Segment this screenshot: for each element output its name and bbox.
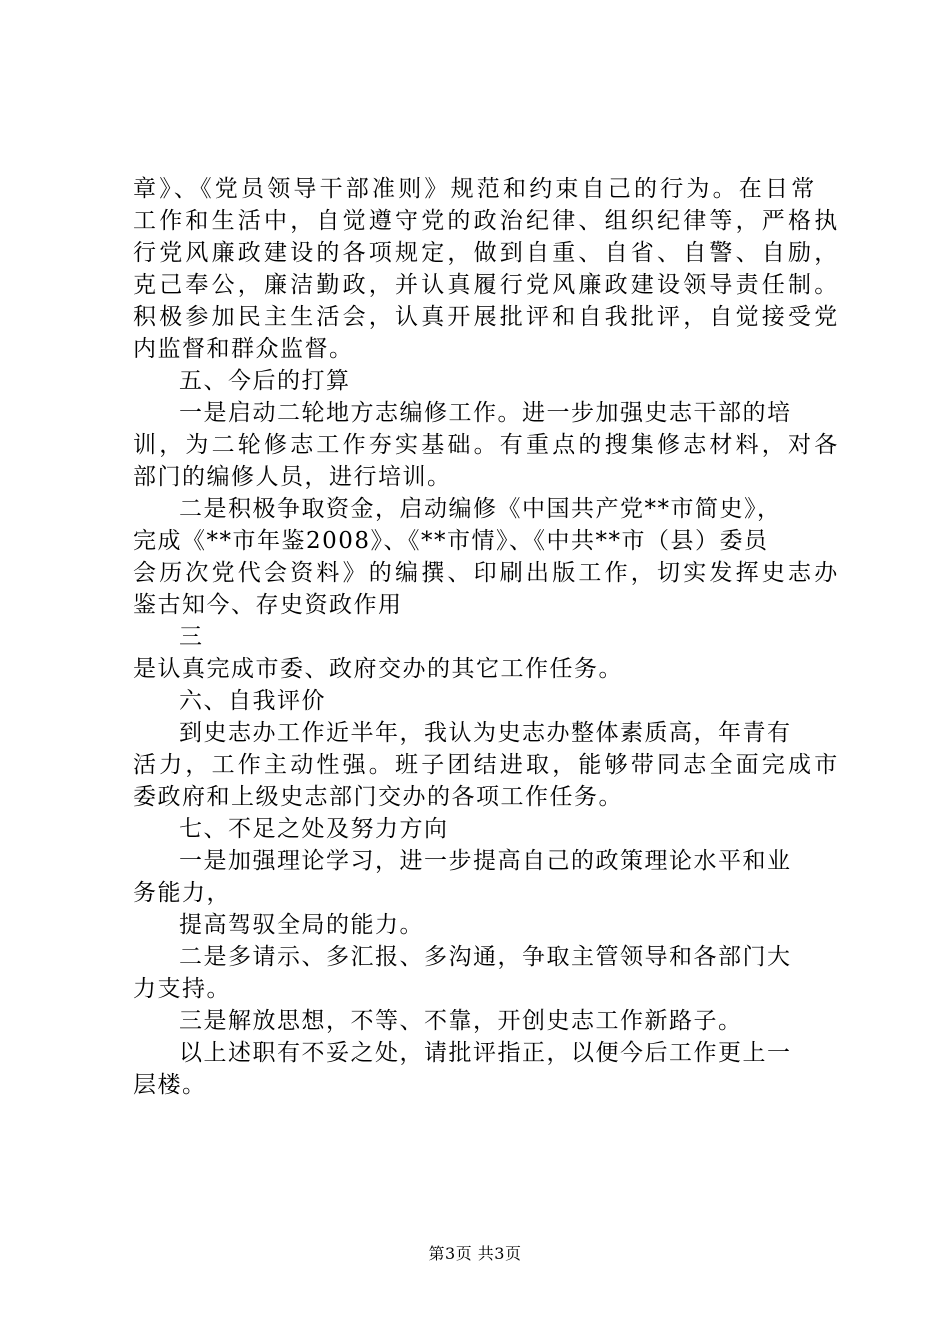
body-line: 到史志办工作近半年，我认为史志办整体素质高，年青有	[179, 720, 792, 746]
body-line: 部门的编修人员，进行培训。	[133, 464, 452, 490]
body-line: 力支持。	[133, 976, 231, 1002]
body-line: 二是积极争取资金，启动编修《中国共产党**市简史》，	[179, 496, 782, 522]
body-line: 务能力，	[133, 880, 231, 906]
body-line: 活力，工作主动性强。班子团结进取，能够带同志全面完成市	[133, 752, 841, 778]
body-line: 是认真完成市委、政府交办的其它工作任务。	[133, 656, 623, 682]
document-body	[133, 173, 841, 1101]
page-number-footer: 第3页 共3页	[428, 1244, 522, 1263]
body-line: 克己奉公，廉洁勤政，并认真履行党风廉政建设领导责任制。	[133, 272, 841, 298]
body-line: 三	[179, 624, 204, 650]
section-heading: 五、今后的打算	[179, 368, 351, 394]
body-line: 二是多请示、多汇报、多沟通，争取主管领导和各部门大	[179, 944, 792, 970]
body-line: 提高驾驭全局的能力。	[179, 912, 424, 938]
body-line: 内监督和群众监督。	[133, 336, 354, 362]
body-line: 完成《**市年鉴2008》、《**市情》、《中共**市（县）委员	[133, 528, 769, 554]
body-line: 一是加强理论学习，进一步提高自己的政策理论水平和业	[179, 848, 792, 874]
body-line: 委政府和上级史志部门交办的各项工作任务。	[133, 784, 623, 810]
body-line: 以上述职有不妥之处，请批评指正，以便今后工作更上一	[179, 1040, 792, 1066]
body-line: 训，为二轮修志工作夯实基础。有重点的搜集修志材料，对各	[133, 432, 841, 458]
body-line: 三是解放思想，不等、不靠，开创史志工作新路子。	[179, 1008, 743, 1034]
section-heading: 六、自我评价	[179, 688, 326, 714]
section-heading: 七、不足之处及努力方向	[179, 816, 449, 842]
body-line: 一是启动二轮地方志编修工作。进一步加强史志干部的培	[179, 400, 792, 426]
body-line: 层楼。	[133, 1072, 207, 1098]
body-line: 积极参加民主生活会，认真开展批评和自我批评，自觉接受党	[133, 304, 841, 330]
body-line: 行党风廉政建设的各项规定，做到自重、自省、自警、自励，	[133, 240, 841, 266]
body-line: 鉴古知今、存史资政作用	[133, 592, 403, 618]
body-line: 工作和生活中，自觉遵守党的政治纪律、组织纪律等，严格执	[133, 208, 841, 234]
body-line: 会历次党代会资料》的编撰、印刷出版工作，切实发挥史志办	[133, 560, 841, 586]
body-line: 章》、《党员领导干部准则》规范和约束自己的行为。在日常	[133, 176, 818, 202]
